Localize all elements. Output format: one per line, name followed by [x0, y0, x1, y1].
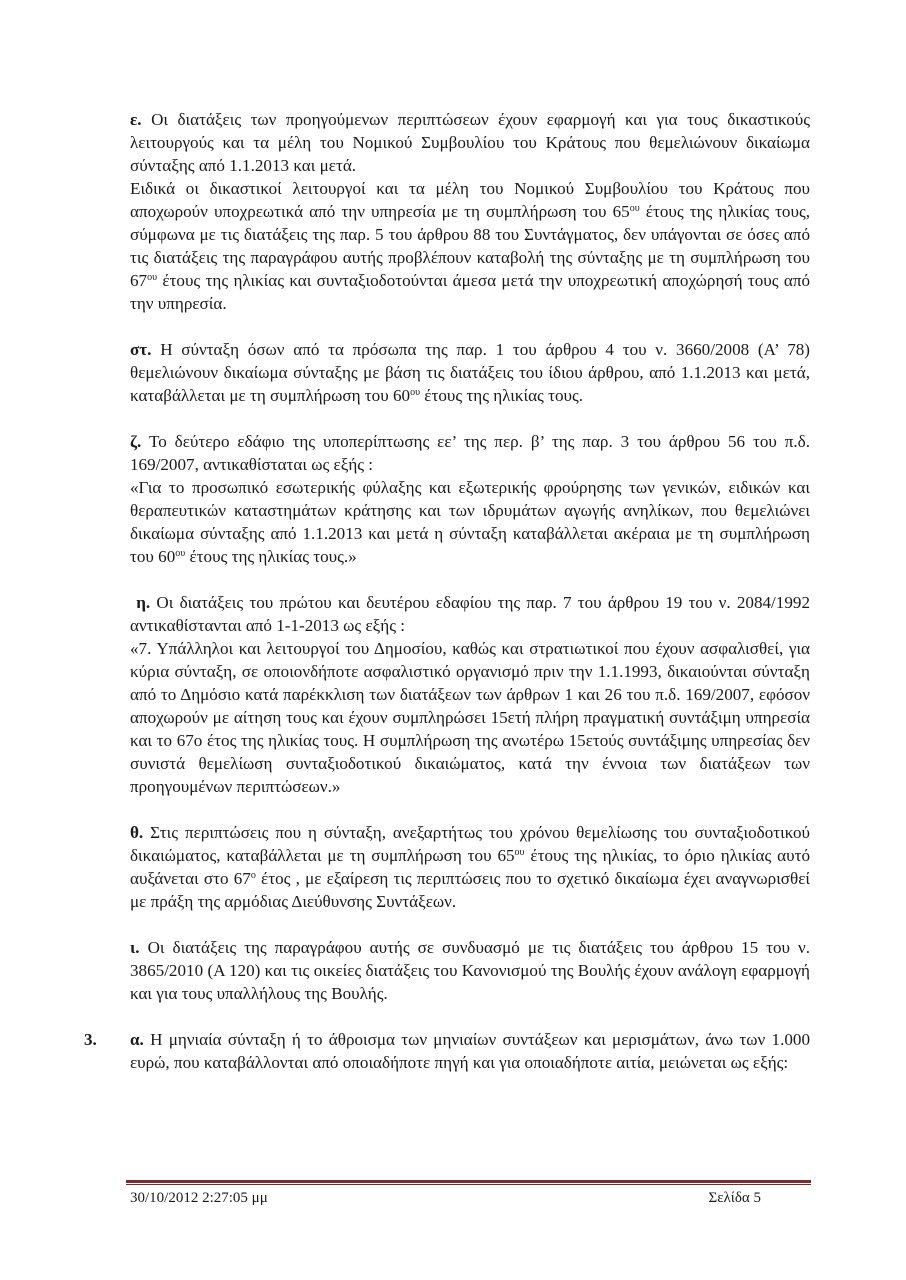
paragraph-st: [130, 338, 810, 407]
footer-page-number: Σελίδα 5: [708, 1190, 761, 1206]
section-label-th: θ.: [130, 823, 144, 842]
superscript-ordinal: ου: [629, 203, 640, 214]
paragraph-z-quote-part1: «Για το προσωπικό εσωτερικής φύλαξης και εξωτερικής φρούρησης των γενικών, ειδικών και θεραπευτικών καταστημάτων κράτησης και των ιδρυμάτων αγωγής ανηλίκων, που θεμελιώνει δικαίωμα σύνταξης από 1.1.2013 και μετά η σύνταξη καταβάλλεται ακέραια με τη συμπλήρωση του 60: [130, 478, 810, 566]
paragraph-e-cont-part3: έτους της ηλικίας και συνταξιοδοτούνται άμεσα μετά την υποχρεωτική αποχώρησή τους από την υπηρεσία.: [130, 271, 810, 313]
paragraph-3a-text: Η μηνιαία σύνταξη ή το άθροισμα των μηνιαίων συντάξεων και μερισμάτων, άνω των 1.000 ευρώ, που καταβάλλονται από οποιαδήποτε πηγή και για οποιαδήποτε αιτία, μειώνεται ως εξής:: [130, 1030, 810, 1072]
paragraph-number-3: 3.: [84, 1030, 97, 1049]
paragraph-st-part2: έτους της ηλικίας τους.: [420, 386, 583, 405]
paragraph-th-part2: έτους της ηλικίας, το όριο ηλικίας αυτό αυξάνεται στο 67: [130, 846, 811, 888]
paragraph-i: [130, 936, 810, 1005]
section-label-e: ε.: [130, 110, 142, 129]
superscript-ordinal: ου: [514, 847, 525, 858]
paragraph-e-cont-part1: Ειδικά οι δικαστικοί λειτουργοί και τα μέλη του Νομικού Συμβουλίου του Κράτους που αποχωρούν υποχρεωτικά από την υπηρεσία με τη συμπλήρωση του 65: [130, 179, 810, 221]
superscript-ordinal: ο: [250, 870, 256, 881]
section-label-z: ζ.: [130, 432, 142, 451]
paragraph-h: [130, 591, 810, 637]
paragraph-e-cont-part2: έτους της ηλικίας τους, σύμφωνα με τις διατάξεις της παρ. 5 του άρθρου 88 του Συντάγματος, δεν υπάγονται σε όσες από τις διατάξεις της παραγράφου αυτής προβλέπουν καταβολή της σύνταξης με τη συμπλήρωση του 67: [130, 202, 810, 290]
paragraph-z: [130, 430, 810, 476]
section-label-st: στ.: [130, 340, 152, 359]
section-label-3a: α.: [130, 1030, 144, 1049]
superscript-ordinal: ου: [147, 272, 158, 283]
paragraph-e-text: Οι διατάξεις των προηγούμενων περιπτώσεων έχουν εφαρμογή και για τους δικαστικούς λειτουργούς και τα μέλη του Νομικού Συμβουλίου του Κράτους που θεμελιώνουν δικαίωμα σύνταξης από 1.1.2013 και μετά.: [130, 110, 810, 175]
paragraph-st-part1: Η σύνταξη όσων από τα πρόσωπα της παρ. 1 του άρθρου 4 του ν. 3660/2008 (Α’ 78) θεμελιώνουν δικαίωμα σύνταξης με βάση τις διατάξεις του ίδιου άρθρου, από 1.1.2013 και μετά, καταβάλλεται με τη συμπλήρωση του 60: [130, 340, 810, 405]
paragraph-h-text: Οι διατάξεις του πρώτου και δευτέρου εδαφίου της παρ. 7 του άρθρου 19 του ν. 2084/1992 αντικαθίστανται από 1-1-2013 ως εξής :: [130, 593, 810, 635]
footer-rule-thin: [126, 1184, 811, 1185]
section-label-h: η.: [136, 593, 151, 612]
footer-datetime: 30/10/2012 2:27:05 μμ: [130, 1190, 268, 1206]
document-body: [84, 108, 811, 1097]
footer-rule-thick: [126, 1180, 811, 1183]
paragraph-th-part3: έτος , με εξαίρεση τις περιπτώσεις που το σχετικό δικαίωμα έχει αναγνωρισθεί με πράξη της αρμόδιας Διεύθυνσης Συντάξεων.: [130, 869, 810, 911]
paragraph-e: [130, 108, 810, 177]
paragraph-z-text: Το δεύτερο εδάφιο της υποπερίπτωσης εε’ της περ. β’ της παρ. 3 του άρθρου 56 του π.δ. 169/2007, αντικαθίσταται ως εξής :: [130, 432, 811, 474]
paragraph-i-text: Οι διατάξεις της παραγράφου αυτής σε συνδυασμό με τις διατάξεις του άρθρου 15 του ν. 3865/2010 (Α 120) και τις οικείες διατάξεις του Κανονισμού της Βουλής έχουν ανάλογη εφαρμογή και για τους υπαλλήλους της Βουλής.: [130, 938, 810, 1003]
paragraph-e-continuation: [130, 177, 810, 315]
superscript-ordinal: ου: [410, 387, 421, 398]
section-label-i: ι.: [130, 938, 140, 957]
paragraph-th-part1: Στις περιπτώσεις που η σύνταξη, ανεξαρτήτως του χρόνου θεμελίωσης του συνταξιοδοτικού δικαιώματος, καταβάλλεται με τη συμπλήρωση του 65: [130, 823, 810, 865]
superscript-ordinal: ου: [175, 548, 186, 559]
paragraph-z-quote: [130, 476, 810, 568]
paragraph-z-quote-part2: έτους της ηλικίας τους.»: [185, 547, 357, 566]
paragraph-3a: [84, 1028, 810, 1074]
paragraph-h-quote: «7. Υπάλληλοι και λειτουργοί του Δημοσίου, καθώς και στρατιωτικοί που έχουν ασφαλισθεί, για κύρια σύνταξη, σε οποιονδήποτε ασφαλιστικό οργανισμό πριν την 1.1.1993, δικαιούνται σύνταξη από το Δημόσιο κατά παρέκκλιση των διατάξεων των άρθρων 1 και 26 του π.δ. 169/2007, εφόσον αποχωρούν με αίτηση τους και έχουν συμπληρώσει 15ετή πλήρη πραγματική συντάξιμη υπηρεσία και το 67ο έτος της ηλικίας τους. Η συμπλήρωση της ανωτέρω 15ετούς συντάξιμης υπηρεσίας δεν συνιστά θεμελίωση συνταξιοδοτικού δικαιώματος, κατά την έννοια των διατάξεων των προηγουμένων περιπτώσεων.»: [130, 639, 810, 796]
paragraph-th: [130, 821, 810, 913]
